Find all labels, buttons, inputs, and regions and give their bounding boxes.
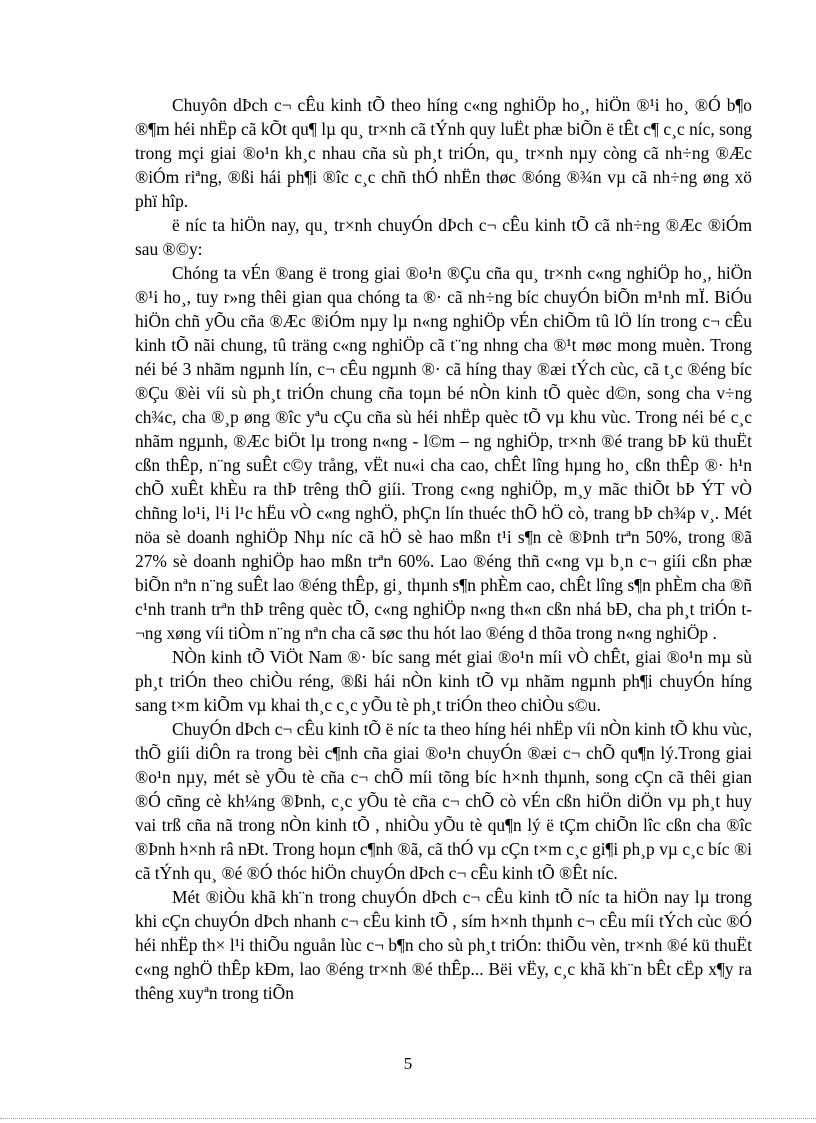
page-number: 5 [403, 1054, 413, 1073]
paragraph: ChuyÓn dÞch c¬ cÊu kinh tÕ ë níc ta theo híng héi nhËp víi nÒn kinh tÕ khu vùc, thÕ giíi diÔn ra trong bèi c¶nh cña giai ®o¹n chuyÓn ®æi c¬ chÕ qu¶n lý.Trong giai ®o¹n nµy, mét sè yÕu tè cña c¬ chÕ míi tõng bíc h×nh thµnh, song cÇn cã thêi gian ®Ó cñng cè kh¼ng ®Þnh, c¸c yÕu tè cña c¬ chÕ cò vÉn cßn hiÖn diÖn vµ ph¸t huy vai trß cña nã trong nÒn kinh tÕ , nhiÒu yÕu tè qu¶n lý ë tÇm chiÕn lîc cßn cha ®îc ®Þnh h×nh râ nÐt. Trong hoµn c¶nh ®ã, cã thÓ vµ cÇn t×m c¸c gi¶i ph¸p vµ c¸c bíc ®i cã tÝnh qu¸ ®é ®Ó thóc hiÖn chuyÓn dÞch c¬ cÊu kinh tÕ ®Êt níc. [135, 719, 752, 883]
footer-divider [0, 1118, 816, 1119]
paragraph: Chuyôn dÞch c¬ cÊu kinh tÕ theo híng c«ng nghiÖp ho¸, hiÖn ®¹i ho¸ ®Ó b¶o ®¶m héi nhËp cã kÕt qu¶ lµ qu¸ tr×nh cã tÝnh quy luËt phæ biÕn ë tÊt c¶ c¸c níc, song trong mçi giai ®o¹n kh¸c nhau cña sù ph¸t triÓn, qu¸ tr×nh nµy còng cã nh÷ng ®Æc ®iÓm riªng, ®ßi hái ph¶i ®îc c¸c chñ thÓ nhËn thøc ®óng ®¾n vµ cã nh÷ng øng xö phï hîp. [135, 95, 752, 211]
paragraph: ë níc ta hiÖn nay, qu¸ tr×nh chuyÓn dÞch c¬ cÊu kinh tÕ cã nh÷ng ®Æc ®iÓm sau ®©y: [135, 215, 752, 259]
paragraph: NÒn kinh tÕ ViÖt Nam ®· bíc sang mét giai ®o¹n míi vÒ chÊt, giai ®o¹n mµ sù ph¸t triÓn theo chiÒu réng, ®ßi hái nÒn kinh tÕ vµ nhãm ngµnh ph¶i chuyÓn híng sang t×m kiÕm vµ khai th¸c c¸c yÕu tè ph¸t triÓn theo chiÒu s©u. [135, 647, 752, 715]
body-text [135, 93, 752, 1005]
paragraph: Mét ®iÒu khã kh¨n trong chuyÓn dÞch c¬ cÊu kinh tÕ níc ta hiÖn nay lµ trong khi cÇn chuyÓn dÞch nhanh c¬ cÊu kinh tÕ , sím h×nh thµnh c¬ cÊu míi tÝch cùc ®Ó héi nhËp th× l¹i thiÕu nguån lùc c¬ b¶n cho sù ph¸t triÓn: thiÕu vèn, tr×nh ®é kü thuËt c«ng nghÖ thÊp kÐm, lao ®éng tr×nh ®é thÊp... Bëi vËy, c¸c khã kh¨n bÊt cËp x¶y ra thêng xuyªn trong tiÕn [135, 887, 752, 1003]
paragraph: Chóng ta vÉn ®ang ë trong giai ®o¹n ®Çu cña qu¸ tr×nh c«ng nghiÖp ho¸, hiÖn ®¹i ho¸, tuy r»ng thêi gian qua chóng ta ®· cã nh÷ng bíc chuyÓn biÕn m¹nh mÏ. BiÓu hiÖn chñ yÕu cña ®Æc ®iÓm nµy lµ n«ng nghiÖp vÉn chiÕm tû lÖ lín trong c¬ cÊu kinh tÕ nãi chung, tû träng c«ng nghiÖp cã t¨ng nhng cha ®¹t møc mong muèn. Trong néi bé 3 nhãm ngµnh lín, c¬ cÊu ngµnh ®· cã híng thay ®æi tÝch cùc, cã t¸c ®éng bíc ®Çu ®èi víi sù ph¸t triÓn chung cña toµn bé nÒn kinh tÕ quèc d©n, song cha v÷ng ch¾c, cha ®¸p øng ®îc yªu cÇu cña sù héi nhËp quèc tÕ vµ khu vùc. Trong néi bé c¸c nhãm ngµnh, ®Æc biÖt lµ trong n«ng - l©m – ng nghiÖp, tr×nh ®é trang bÞ kü thuËt cßn thÊp, n¨ng suÊt c©y trång, vËt nu«i cha cao, chÊt lîng hµng ho¸ cßn thÊp ®· h¹n chÕ xuÊt khÈu ra thÞ trêng thÕ giíi. Trong c«ng nghiÖp, m¸y mãc thiÕt bÞ ÝT vÒ chñng lo¹i, l¹i l¹c hËu vÒ c«ng nghÖ, phÇn lín thuéc thÕ hÖ cò, trang bÞ ch¾p v¸. Mét nöa sè doanh nghiÖp Nhµ níc cã hÖ sè hao mßn t¹i s¶n cè ®Þnh trªn 50%, trong ®ã 27% sè doanh nghiÖp hao mßn trªn 60%. Lao ®éng thñ c«ng vµ b¸n c¬ giíi cßn phæ biÕn nªn n¨ng suÊt lao ®éng thÊp, gi¸ thµnh s¶n phÈm cao, chÊt lîng s¶n phÈm cha ®ñ c¹nh tranh trªn thÞ trêng quèc tÕ, c«ng nghiÖp n«ng th«n cßn nhá bÐ, cha ph¸t triÓn t¬ng xøng víi tiÒm n¨ng nªn cha cã søc thu hót lao ®éng d thõa trong n«ng nghiÖp . [135, 263, 752, 643]
